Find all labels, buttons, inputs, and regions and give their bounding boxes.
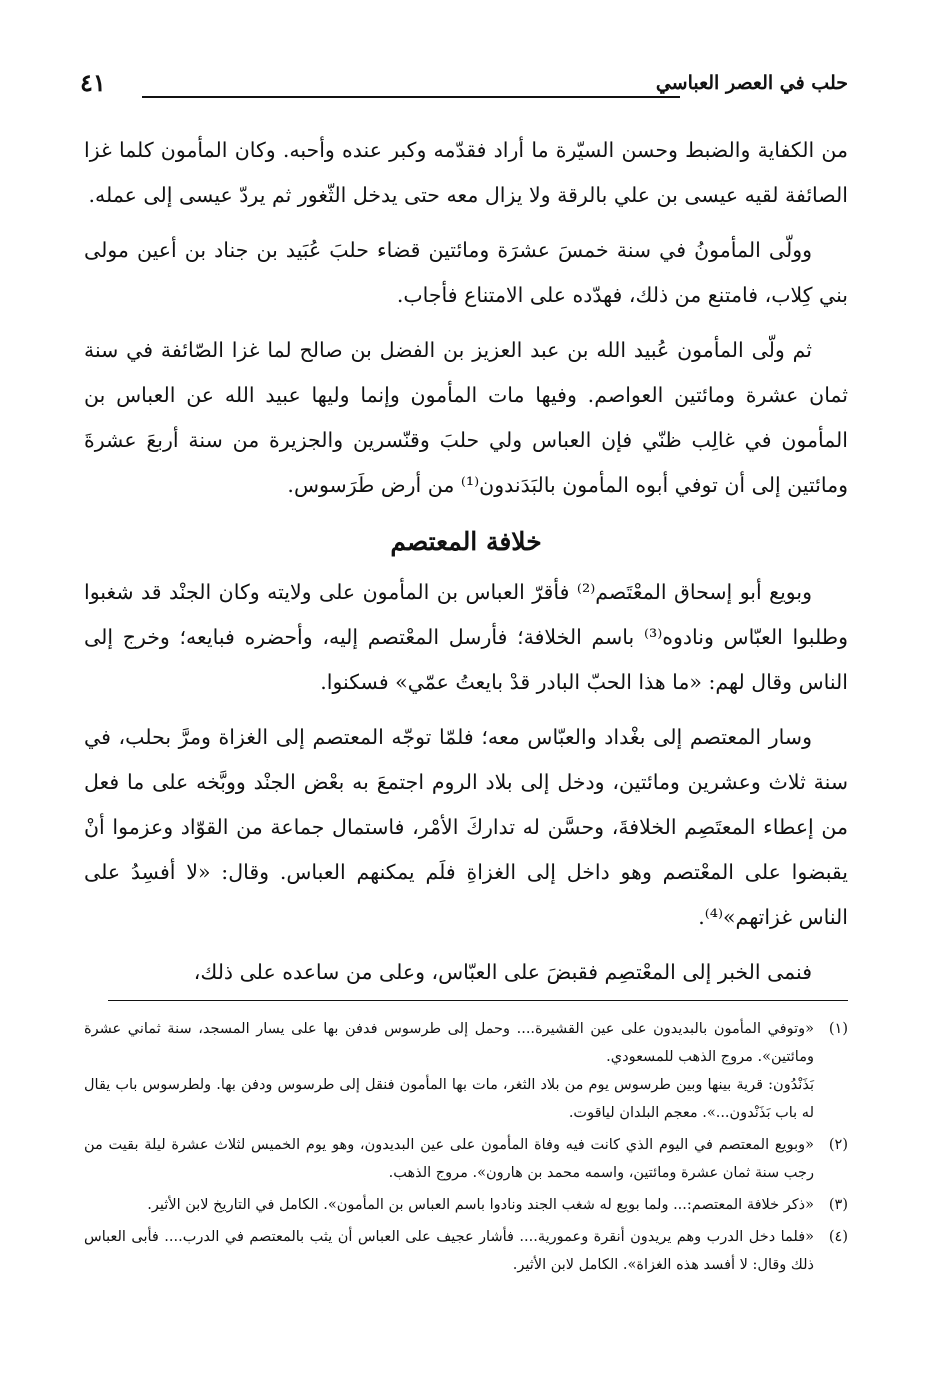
- footnote-text: «فلما دخل الدرب وهم يريدون أنقرة وعمورية.... فأشار عجيف على العباس أن يثب بالمعتصم في الدرب.... فأبى العباس ذلك وقال: لا أفسد هذه الغزاة». الكامل لابن الأثير.: [84, 1229, 814, 1273]
- paragraph-4: وبويع أبو إسحاق المعْتَصم⁽²⁾ فأقرّ العباس بن المأمون على ولايته وكان الجنْد قد شغبوا وطلبوا العبّاس ونادوه⁽³⁾ باسم الخلافة؛ فأرسل المعْتصم إليه، وأحضره فبايعه؛ وخرج إلى الناس وقال لهم: «ما هذا الحبّ البادر قدْ بايعتُ عمّي» فسكنوا.: [84, 580, 848, 694]
- footnote-3: [84, 1191, 848, 1219]
- running-title: حلب في العصر العباسي: [655, 72, 848, 94]
- footnote-separator: [108, 1000, 848, 1001]
- page-number: ٤١: [80, 68, 106, 97]
- footnote-text: «ذكر خلافة المعتصم:... ولما بويع له شغب الجند ونادوا باسم العباس بن المأمون». الكامل في التاريخ لابن الأثير.: [147, 1197, 814, 1213]
- footnote-number: (١): [828, 1021, 848, 1037]
- section-title: خلافة المعتصم: [390, 527, 542, 556]
- main-text: [84, 128, 848, 1005]
- footnote-text: «وتوفي المأمون بالبديدون على عين القشيرة.... وحمل إلى طرسوس فدفن بها على يسار المسجد، سنة ثماني عشرة ومائتين». مروج الذهب للمسعودي.: [84, 1021, 814, 1065]
- footnote-number: (٤): [828, 1229, 848, 1245]
- paragraph-5: وسار المعتصم إلى بغْداد والعبّاس معه؛ فلمّا توجّه المعتصم إلى الغزاة ومرَّ بحلب، في سنة ثلاث وعشرين ومائتين، ودخل إلى بلاد الروم اجتمعَ به بعْض الجنْد ووبَّخه على ما فعل من إعطاء المعتَصِم الخلافةَ، وحسَّن له تداركَ الأمْر، فاستمال جماعة من القوّاد وعزموا أنْ يقبضوا على المعْتصم وهو داخل إلى الغزاةِ فلَم يمكنهم العباس. وقال: «لا أفسِدُ على الناس غزاتهم»⁽⁴⁾.: [84, 725, 848, 929]
- footnote-text: «وبويع المعتصم في اليوم الذي كانت فيه وفاة المأمون على عين البديدون، وهو يوم الخميس لثلاث عشرة ليلة بقيت من رجب سنة ثمان عشرة ومائتين، واسمه محمد بن هارون». مروج الذهب.: [84, 1137, 814, 1181]
- paragraph-3: ثم ولّى المأمون عُبيد الله بن عبد العزيز بن الفضل بن صالح لما غزا الصّائفة في سنة ثمان عشرة ومائتين العواصم. وفيها مات المأمون وإنما وليها عبيد الله عن العباس بن المأمون في غالِب ظنّي فإن العباس ولي حلبَ وقنّسرين والجزيرة من سنة أربعَ عشرةَ ومائتين إلى أن توفي أبوه المأمون بالبَدَندون⁽¹⁾ من أرض طَرَسوس.: [84, 338, 848, 497]
- footnote-number: (٢): [828, 1137, 848, 1153]
- paragraph-6: فنمى الخبر إلى المعْتصِم فقبضَ على العبّاس، وعلى من ساعده على ذلك،: [193, 960, 812, 984]
- footnote-1: [84, 1015, 848, 1127]
- footnote-number: (٣): [828, 1197, 848, 1213]
- paragraph-2: وولّى المأمونُ في سنة خمسَ عشرَة ومائتين قضاء حلبَ عُبَيد بن جناد بن أعين مولى بني كِلاب، فامتنع من ذلك، فهدّده على الامتناع فأجاب.: [84, 238, 848, 307]
- running-header: [80, 68, 848, 112]
- paragraph-1: من الكفاية والضبط وحسن السيّرة ما أراد فقدّمه وكبر عنده وأحبه. وكان المأمون كلما غزا الصائفة لقيه عيسى بن علي بالرقة ولا يزال معه حتى يدخل الثّغور ثم يردّ عيسى إلى عمله.: [84, 138, 848, 207]
- footnote-4: [84, 1223, 848, 1279]
- footnotes: [84, 1015, 848, 1283]
- footnote-2: [84, 1131, 848, 1187]
- header-rule: [142, 96, 680, 98]
- footnote-text: بَذَنْدُون: قرية بينها وبين طرسوس يوم من بلاد الثغر، مات بها المأمون فنقل إلى طرسوس ودفن بها. ولطرسوس باب يقال له باب بَذَنْدون...». معجم البلدان لياقوت.: [84, 1077, 814, 1121]
